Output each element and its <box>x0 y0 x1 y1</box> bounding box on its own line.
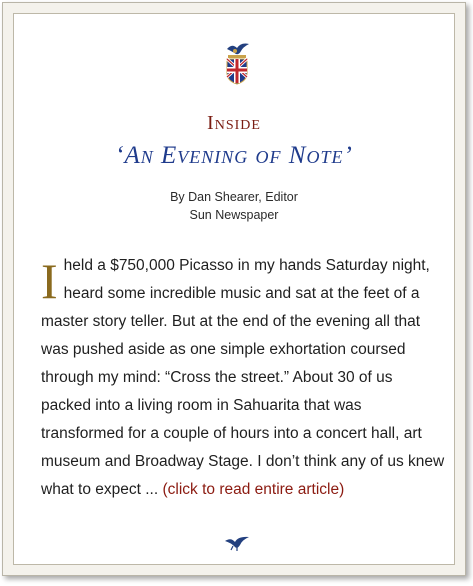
article-title: ‘An Evening of Note’ <box>115 142 353 169</box>
article-excerpt <box>41 252 445 504</box>
crest-icon <box>222 39 252 85</box>
drop-cap: I <box>41 253 58 309</box>
article-body: held a $750,000 Picasso in my hands Saturday night, heard some incredible music and sat at the feet of a master story teller. But at the end of the evening all that was pushed aside as one simple exhortation coursed through my mind: “Cross the street.” About 30 of us packed into a living room in Sahuarita that was transformed for a couple of hours into a concert hall, art museum and Broadway Stage. I don’t think any of us knew what to expect ... <box>41 257 445 498</box>
article-frame <box>2 2 466 576</box>
article-panel <box>13 13 455 565</box>
byline <box>14 188 454 224</box>
byline-publication: Sun Newspaper <box>189 208 279 222</box>
read-more-link[interactable]: (click to read entire article) <box>162 481 345 498</box>
bird-ornament-icon <box>224 535 250 551</box>
byline-author: By Dan Shearer, Editor <box>170 190 298 204</box>
section-kicker: Inside <box>207 112 261 134</box>
